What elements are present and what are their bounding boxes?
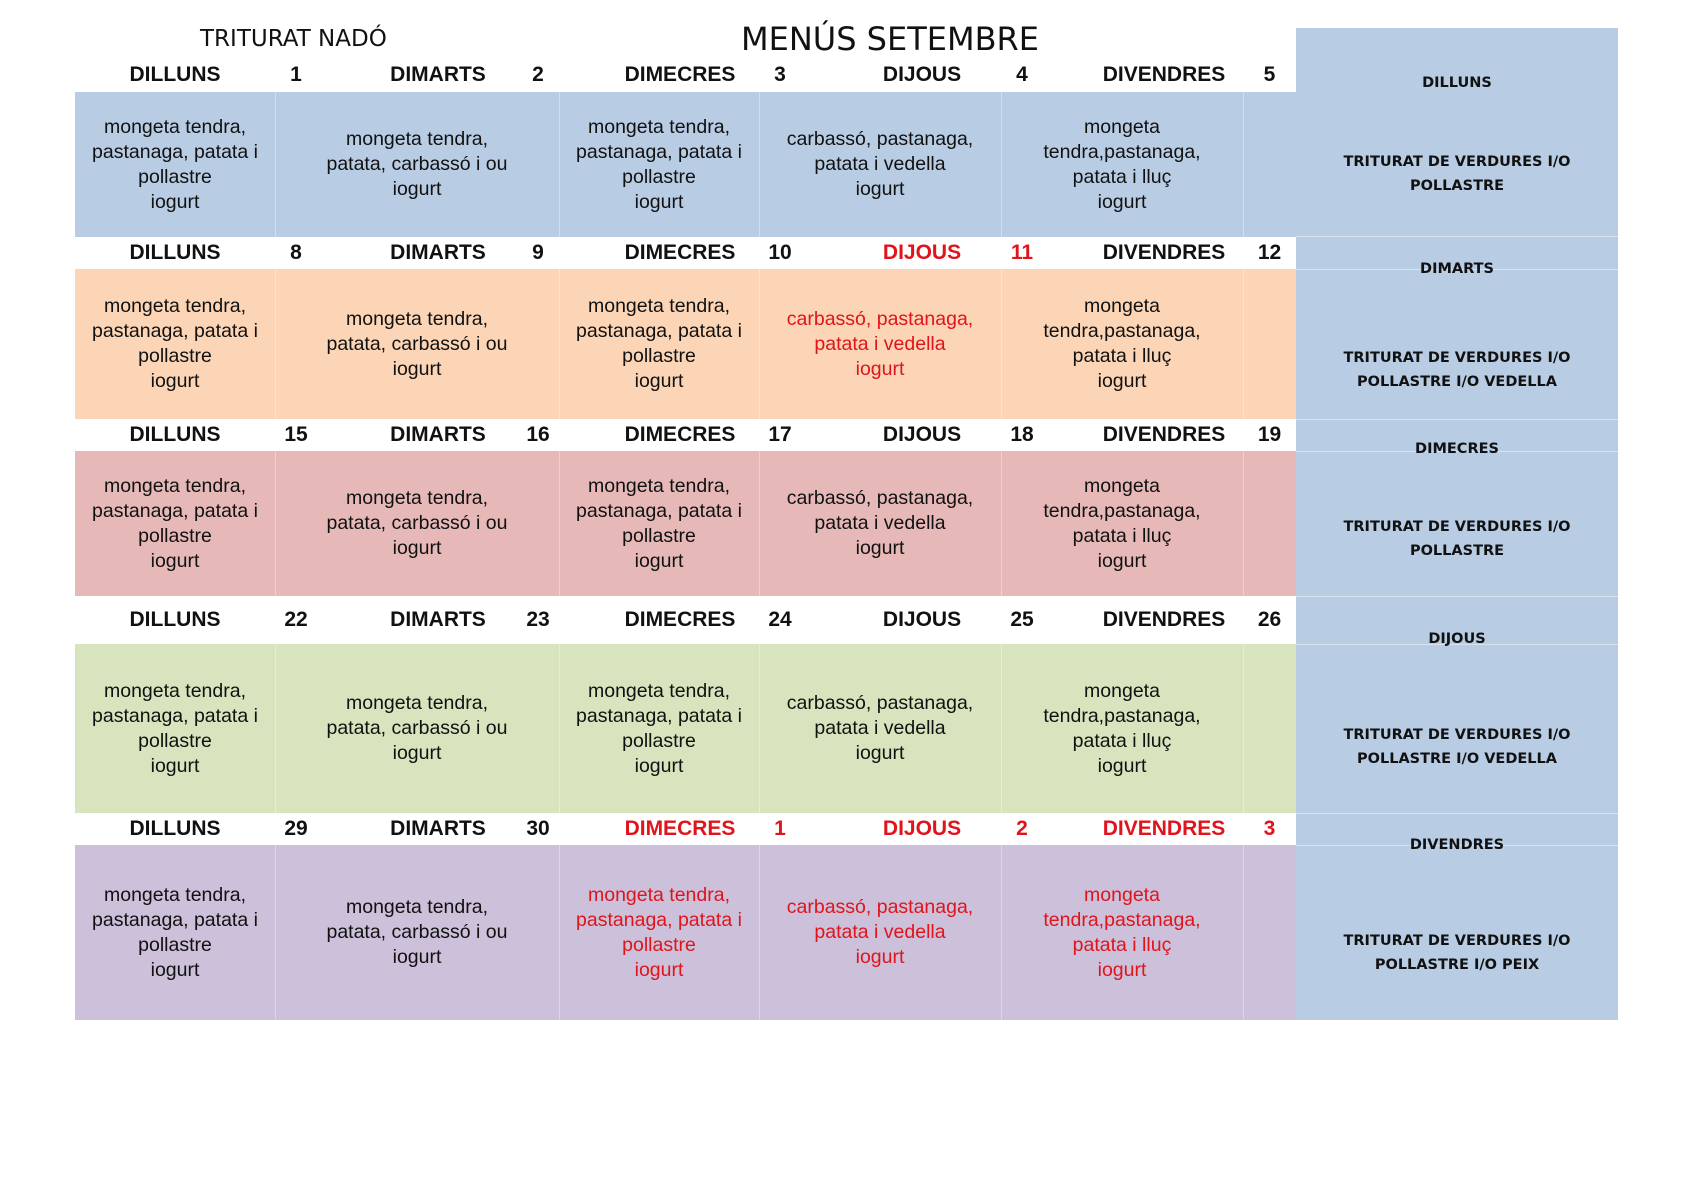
day-name: DILLUNS — [129, 423, 221, 446]
day-number: 9 — [532, 241, 544, 264]
day-name: DIJOUS — [882, 423, 962, 446]
column-divider — [559, 845, 560, 1020]
week-header-row — [75, 419, 1296, 451]
week-header-row — [75, 596, 1296, 644]
menu-line: pastanaga, patata i — [92, 140, 258, 163]
menu-line: mongeta tendra, — [345, 307, 488, 330]
day-name: DIMECRES — [624, 608, 736, 631]
day-number: 19 — [1257, 423, 1282, 446]
day-number: 3 — [1263, 817, 1276, 840]
day-name: DIJOUS — [882, 817, 962, 840]
menu-line: pollastre — [138, 524, 212, 547]
menu-line: pollastre — [138, 729, 212, 752]
menu-line: mongeta — [1084, 115, 1160, 138]
menu-line: patata i vedella — [814, 332, 946, 355]
menu-line: mongeta tendra, — [103, 295, 246, 317]
menu-cell — [1001, 845, 1243, 1020]
menu-cell — [559, 845, 759, 1020]
day-name: DIMECRES — [624, 423, 736, 446]
menu-line: mongeta tendra, — [587, 115, 730, 138]
menu-cell — [759, 92, 1001, 237]
week-menu-row — [75, 269, 1296, 419]
day-name: DIJOUS — [882, 241, 962, 264]
column-divider — [759, 269, 760, 419]
menu-line: tendra,pastanaga, — [1043, 908, 1201, 931]
menu-cell — [1001, 451, 1243, 596]
column-divider — [559, 269, 560, 419]
day-name: DIMARTS — [390, 63, 486, 86]
menu-line: patata, carbassó i ou — [326, 717, 508, 739]
column-divider — [1243, 92, 1244, 237]
column-divider — [1001, 644, 1002, 813]
subtitle: TRITURAT NADÓ — [200, 26, 387, 52]
menu-cell — [75, 269, 275, 419]
column-divider — [1243, 269, 1244, 419]
menu-line: pastanaga, patata i — [92, 499, 258, 522]
menu-line: iogurt — [150, 958, 200, 981]
sidebar-description: TRITURAT DE VERDURES I/O POLLASTRE I/O VEDELLA — [1343, 350, 1571, 390]
column-divider — [759, 92, 760, 237]
day-name: DIMARTS — [390, 608, 486, 631]
column-divider — [275, 269, 276, 419]
menu-line: mongeta tendra, — [587, 474, 730, 497]
menu-cell — [759, 451, 1001, 596]
menu-line: iogurt — [855, 742, 905, 764]
day-name: DIVENDRES — [1102, 817, 1226, 840]
menu-cell — [75, 644, 275, 813]
menu-line: patata i lluç — [1072, 345, 1172, 367]
menu-line: iogurt — [392, 178, 442, 200]
menu-line: iogurt — [150, 370, 200, 392]
day-number: 23 — [526, 608, 550, 631]
column-divider — [759, 644, 760, 813]
menu-line: mongeta — [1084, 474, 1160, 497]
menu-line: patata i lluç — [1072, 729, 1172, 752]
day-name: DIMARTS — [390, 817, 486, 840]
column-divider — [559, 92, 560, 237]
menu-line: tendra,pastanaga, — [1043, 704, 1201, 727]
day-number: 16 — [526, 423, 550, 446]
sidebar-legend — [1296, 28, 1618, 1020]
day-number: 24 — [768, 608, 792, 631]
menu-cell — [275, 644, 559, 813]
menu-line: iogurt — [150, 754, 200, 777]
menu-line: pollastre — [622, 345, 696, 367]
column-divider — [1243, 644, 1244, 813]
menu-line: pastanaga, patata i — [576, 704, 742, 727]
sidebar-day-label: DILLUNS — [1422, 75, 1492, 91]
menu-line: iogurt — [855, 357, 905, 380]
menu-line: patata, carbassó i ou — [326, 512, 508, 534]
week-menu-row — [75, 451, 1296, 596]
day-number: 5 — [1263, 63, 1276, 86]
day-name: DIVENDRES — [1102, 423, 1226, 446]
menu-line: iogurt — [634, 958, 684, 981]
menu-cell — [275, 92, 559, 237]
menu-line: pollastre — [622, 524, 696, 547]
column-divider — [559, 451, 560, 596]
column-divider — [1001, 92, 1002, 237]
day-name: DIMARTS — [390, 241, 486, 264]
menu-line: mongeta tendra, — [345, 128, 488, 150]
menu-line: iogurt — [855, 537, 905, 559]
page-title: MENÚS SETEMBRE — [741, 20, 1039, 58]
day-number: 2 — [1016, 817, 1028, 840]
column-divider — [559, 644, 560, 813]
day-name: DIMECRES — [624, 817, 736, 840]
menu-line: mongeta — [1084, 295, 1160, 317]
menu-cell — [559, 644, 759, 813]
sidebar-day-label: DIJOUS — [1428, 631, 1486, 647]
day-number: 22 — [284, 608, 308, 631]
menu-cell — [75, 92, 275, 237]
sidebar-divider — [1296, 596, 1618, 597]
day-number: 29 — [284, 817, 308, 840]
menu-line: patata i lluç — [1072, 933, 1172, 956]
sidebar-description: TRITURAT DE VERDURES I/O POLLASTRE — [1343, 519, 1571, 559]
menu-cell — [275, 269, 559, 419]
menu-line: patata i vedella — [814, 921, 946, 943]
menu-line: carbassó, pastanaga, — [786, 896, 974, 918]
menu-cell — [1001, 92, 1243, 237]
menu-line: carbassó, pastanaga, — [786, 487, 974, 509]
menu-line: iogurt — [634, 549, 684, 572]
day-name: DIVENDRES — [1102, 63, 1226, 86]
sidebar-divider — [1296, 813, 1618, 814]
day-name: DIJOUS — [882, 608, 962, 631]
day-number: 15 — [284, 423, 308, 446]
menu-line: iogurt — [1097, 190, 1147, 213]
day-number: 11 — [1010, 241, 1034, 264]
menu-line: pastanaga, patata i — [576, 140, 742, 163]
week-menu-row — [75, 845, 1296, 1020]
menu-line: carbassó, pastanaga, — [786, 692, 974, 714]
menu-cell — [275, 845, 559, 1020]
day-number: 30 — [526, 817, 550, 840]
column-divider — [1001, 269, 1002, 419]
column-divider — [275, 845, 276, 1020]
column-divider — [275, 644, 276, 813]
menu-line: patata i vedella — [814, 717, 946, 739]
menu-line: iogurt — [1097, 754, 1147, 777]
week-menu-row — [75, 644, 1296, 813]
menu-line: patata, carbassó i ou — [326, 153, 508, 175]
menu-line: mongeta tendra, — [103, 679, 246, 702]
menu-line: mongeta — [1084, 883, 1160, 906]
menu-line: iogurt — [1097, 549, 1147, 572]
menu-cell — [75, 451, 275, 596]
menu-line: iogurt — [855, 178, 905, 200]
menu-line: iogurt — [634, 190, 684, 213]
sidebar-description: TRITURAT DE VERDURES I/O POLLASTRE — [1343, 154, 1571, 194]
column-divider — [1243, 845, 1244, 1020]
menu-line: mongeta tendra, — [345, 487, 488, 509]
menu-line: mongeta tendra, — [345, 896, 488, 918]
day-number: 1 — [774, 817, 786, 840]
column-divider — [759, 451, 760, 596]
column-divider — [759, 845, 760, 1020]
menu-line: patata i lluç — [1072, 165, 1172, 188]
menu-line: patata, carbassó i ou — [326, 332, 508, 355]
sidebar-divider — [1296, 236, 1618, 237]
day-number: 12 — [1257, 241, 1282, 264]
day-number: 2 — [532, 63, 544, 86]
column-divider — [275, 451, 276, 596]
menu-line: mongeta tendra, — [103, 883, 246, 906]
menu-line: iogurt — [392, 357, 442, 380]
menu-line: pastanaga, patata i — [576, 499, 742, 522]
menu-line: tendra,pastanaga, — [1043, 140, 1201, 163]
week-header-row — [75, 58, 1296, 92]
sidebar-divider — [1296, 419, 1618, 420]
menu-line: iogurt — [150, 549, 200, 572]
day-name: DILLUNS — [129, 63, 221, 86]
menu-line: tendra,pastanaga, — [1043, 320, 1201, 342]
column-divider — [1001, 451, 1002, 596]
day-number: 3 — [774, 63, 786, 86]
day-number: 17 — [768, 423, 792, 446]
menu-line: mongeta tendra, — [103, 474, 246, 497]
sidebar-day-label: DIMECRES — [1415, 441, 1499, 457]
menu-cell — [559, 92, 759, 237]
menu-cell — [75, 845, 275, 1020]
menu-line: iogurt — [634, 754, 684, 777]
column-divider — [275, 92, 276, 237]
menu-line: pollastre — [622, 933, 696, 956]
menu-cell — [759, 845, 1001, 1020]
week-header-row — [75, 237, 1296, 269]
menu-cell — [759, 644, 1001, 813]
menu-line: pastanaga, patata i — [576, 320, 742, 342]
menu-line: patata i vedella — [814, 153, 946, 175]
sidebar-description: TRITURAT DE VERDURES I/O POLLASTRE I/O PEIX — [1343, 933, 1571, 973]
menu-line: iogurt — [1097, 370, 1147, 392]
sidebar-day-label: DIVENDRES — [1409, 837, 1505, 853]
menu-line: tendra,pastanaga, — [1043, 499, 1201, 522]
menu-line: pastanaga, patata i — [92, 320, 258, 342]
menu-line: iogurt — [634, 370, 684, 392]
day-number: 1 — [290, 63, 302, 86]
menu-cell — [559, 451, 759, 596]
menu-cell — [759, 269, 1001, 419]
week-menu-row — [75, 92, 1296, 237]
menu-cell — [559, 269, 759, 419]
menu-line: patata i vedella — [814, 512, 946, 534]
menu-line: carbassó, pastanaga, — [786, 307, 974, 330]
day-number: 4 — [1016, 63, 1028, 86]
menu-line: pollastre — [138, 165, 212, 188]
menu-line: patata i lluç — [1072, 524, 1172, 547]
menu-line: patata, carbassó i ou — [326, 921, 508, 943]
menu-line: pollastre — [138, 933, 212, 956]
menu-line: pastanaga, patata i — [92, 908, 258, 931]
day-name: DIJOUS — [882, 63, 962, 86]
day-name: DIVENDRES — [1102, 608, 1226, 631]
menu-line: pollastre — [622, 165, 696, 188]
menu-line: mongeta — [1084, 679, 1160, 702]
menu-line: pastanaga, patata i — [92, 704, 258, 727]
menu-line: mongeta tendra, — [587, 883, 730, 906]
day-name: DILLUNS — [129, 817, 221, 840]
day-number: 8 — [290, 241, 302, 264]
menu-line: pollastre — [138, 345, 212, 367]
sidebar-day-label: DIMARTS — [1420, 261, 1494, 277]
day-name: DIMECRES — [624, 63, 736, 86]
menu-line: iogurt — [392, 537, 442, 559]
menu-line: iogurt — [855, 946, 905, 968]
sidebar-description: TRITURAT DE VERDURES I/O POLLASTRE I/O VEDELLA — [1343, 727, 1571, 767]
day-name: DILLUNS — [129, 608, 221, 631]
menu-line: iogurt — [1097, 958, 1147, 981]
week-header-row — [75, 813, 1296, 845]
column-divider — [1001, 845, 1002, 1020]
menu-line: carbassó, pastanaga, — [786, 128, 974, 150]
menu-line: mongeta tendra, — [345, 692, 488, 714]
day-number: 25 — [1010, 608, 1034, 631]
day-name: DILLUNS — [129, 241, 221, 264]
menu-line: pastanaga, patata i — [576, 908, 742, 931]
menu-cell — [1001, 644, 1243, 813]
menu-line: iogurt — [150, 190, 200, 213]
menu-line: iogurt — [392, 742, 442, 764]
menu-line: iogurt — [392, 946, 442, 968]
menu-cell — [275, 451, 559, 596]
menu-line: mongeta tendra, — [103, 115, 246, 138]
column-divider — [1243, 451, 1244, 596]
day-number: 10 — [768, 241, 792, 264]
day-number: 26 — [1257, 608, 1282, 631]
day-number: 18 — [1010, 423, 1034, 446]
menu-line: mongeta tendra, — [587, 679, 730, 702]
menu-line: pollastre — [622, 729, 696, 752]
day-name: DIMECRES — [624, 241, 736, 264]
menu-cell — [1001, 269, 1243, 419]
day-name: DIVENDRES — [1102, 241, 1226, 264]
day-name: DIMARTS — [390, 423, 486, 446]
menu-line: mongeta tendra, — [587, 295, 730, 317]
